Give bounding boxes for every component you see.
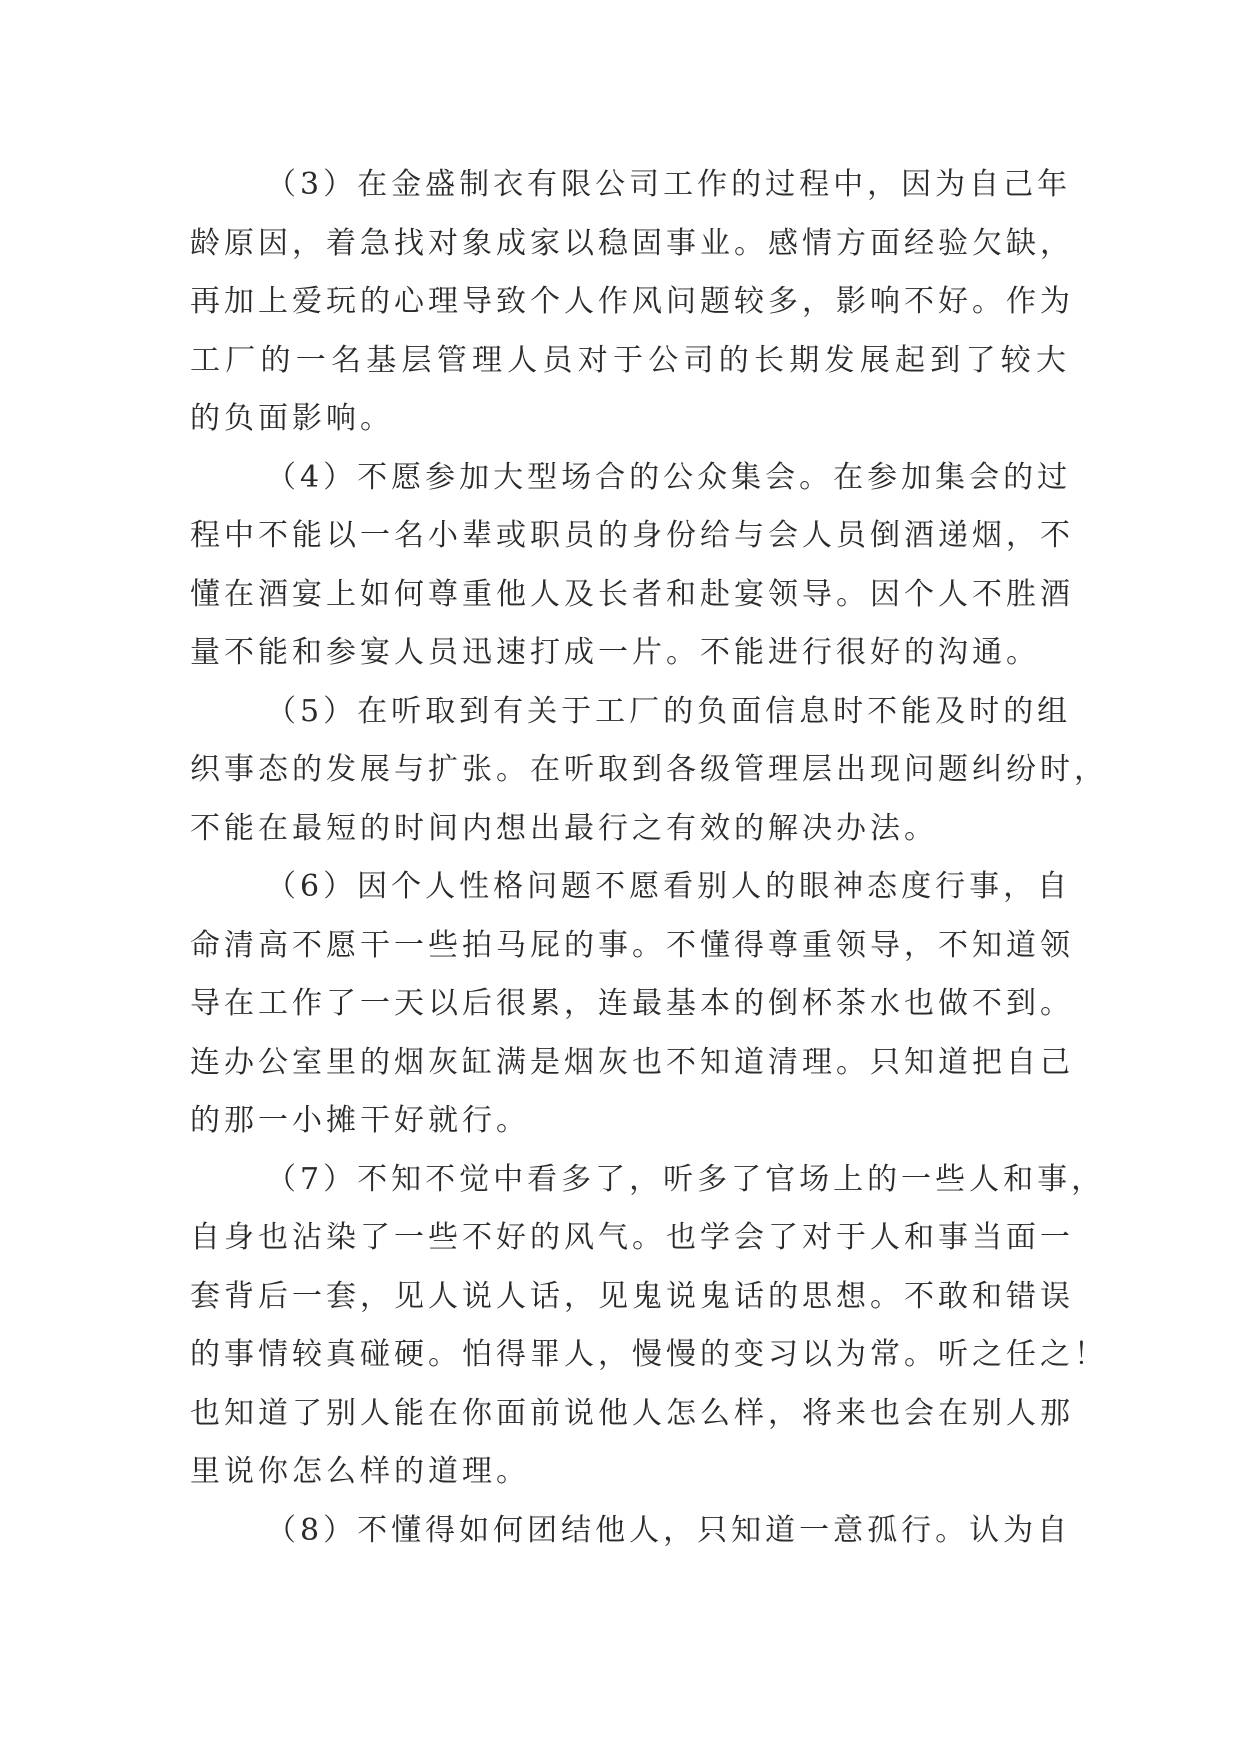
paragraph-4-line-3: 懂在酒宴上如何尊重他人及长者和赴宴领导。因个人不胜酒 [190, 576, 1074, 612]
paragraph-7-line-1: （7）不知不觉中看多了，听多了官场上的一些人和事， [266, 1161, 1106, 1197]
paragraph-7-line-6: 里说你怎么样的道理。 [190, 1454, 530, 1489]
paragraph-5-line-1: （5）在听取到有关于工厂的负面信息时不能及时的组 [266, 693, 1072, 729]
paragraph-5-line-2: 织事态的发展与扩张。在听取到各级管理层出现问题纠纷时， [190, 752, 1108, 787]
paragraph-7-line-3: 套背后一套，见人说人话，见鬼说鬼话的思想。不敢和错误 [190, 1278, 1074, 1314]
paragraph-3-line-4: 工厂的一名基层管理人员对于公司的长期发展起到了较大 [190, 342, 1070, 378]
paragraph-5-line-3: 不能在最短的时间内想出最行之有效的解决办法。 [190, 810, 938, 846]
paragraph-4-line-2: 程中不能以一名小辈或职员的身份给与会人员倒酒递烟，不 [190, 518, 1074, 553]
document-body [190, 156, 1108, 1560]
paragraph-4-line-1: （4）不愿参加大型场合的公众集会。在参加集会的过 [266, 459, 1072, 495]
paragraph-4-line-4: 量不能和参宴人员迅速打成一片。不能进行很好的沟通。 [190, 635, 1040, 670]
paragraph-6-line-3: 导在工作了一天以后很累，连最基本的倒杯茶水也做不到。 [190, 986, 1074, 1021]
paragraph-3-line-2: 龄原因，着急找对象成家以稳固事业。感情方面经验欠缺， [190, 225, 1074, 261]
paragraph-3-line-3: 再加上爱玩的心理导致个人作风问题较多，影响不好。作为 [190, 284, 1074, 319]
paragraph-8-line-1: （8）不懂得如何团结他人，只知道一意孤行。认为自 [266, 1512, 1072, 1548]
paragraph-6-line-4: 连办公室里的烟灰缸满是烟灰也不知道清理。只知道把自己 [190, 1044, 1074, 1080]
paragraph-6-line-1: （6）因个人性格问题不愿看别人的眼神态度行事，自 [266, 869, 1072, 904]
paragraph-6-line-2: 命清高不愿干一些拍马屁的事。不懂得尊重领导，不知道领 [190, 927, 1074, 963]
paragraph-7-line-4: 的事情较真碰硬。怕得罪人，慢慢的变习以为常。听之任之！ [190, 1337, 1108, 1372]
paragraph-3-line-1: （3）在金盛制衣有限公司工作的过程中，因为自己年 [266, 167, 1072, 202]
paragraph-6-line-5: 的那一小摊干好就行。 [190, 1103, 530, 1138]
paragraph-3-line-5: 的负面影响。 [190, 401, 394, 436]
paragraph-7-line-2: 自身也沾染了一些不好的风气。也学会了对于人和事当面一 [190, 1220, 1074, 1255]
paragraph-7-line-5: 也知道了别人能在你面前说他人怎么样，将来也会在别人那 [190, 1395, 1074, 1431]
